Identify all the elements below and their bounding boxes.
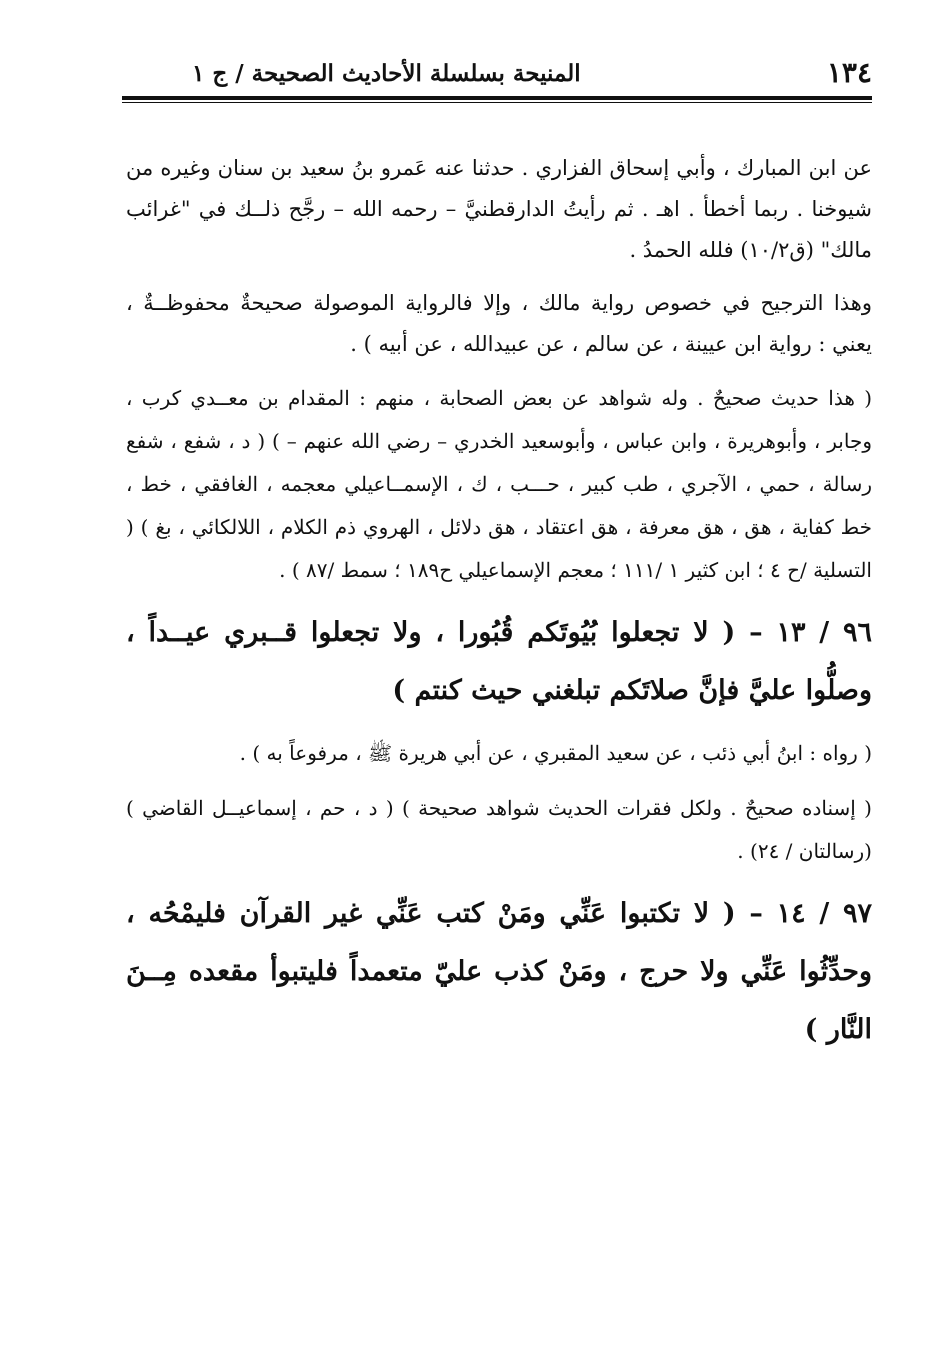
page-body xyxy=(126,148,872,1071)
grading-paragraph: ( إسناده صحيحٌ . ولكل فقرات الحديث شواهد صحيحة ) ( د ، حم ، إسماعيــل القاضي ) (رسالتان / ٢٤) . xyxy=(126,796,872,863)
header-rule-thick xyxy=(122,96,872,100)
hadith-text: ٩٦ / ١٣ – ( لا تجعلوا بُيُوتَكم قُبُورا ، ولا تجعلوا قــبري عيــداً ، وصلُّوا عليَّ فإنَّ صلاتَكم تبلغني حيث كنتم ) xyxy=(126,617,872,706)
running-title: المنيحة بسلسلة الأحاديث الصحيحة / ج ١ xyxy=(192,60,581,87)
paragraph: وهذا الترجيح في خصوص رواية مالك ، وإلا فالرواية الموصولة صحيحةٌ محفوظــةٌ ، يعني : رواية ابن عيينة ، عن سالم ، عن عبيدالله ، عن أبيه ) . xyxy=(126,291,872,356)
page-number: ١٣٤ xyxy=(826,56,872,89)
citation-paragraph: ( هذا حديث صحيحٌ . وله شواهد عن بعض الصحابة ، منهم : المقدام بن معــدي كرب ، وجابر ، وأبوهريرة ، وابن عباس ، وأبوسعيد الخدري – رضي الله عنهم – ) ( د ، شفع ، شفع رسالة ، حمي ، الآجري ، طب كبير ، حـــب ، ك ، الإسمــاعيلي معجمه ، الغافقي ، خط ، خط كفاية ، هق ، هق معرفة ، هق اعتقاد ، هق دلائل ، الهروي ذم الكلام ، اللالكائي ، بغ ) ( التسلية /ح ٤ ؛ ابن كثير ١ /١١١ ؛ معجم الإسماعيلي ح١٨٩ ؛ سمط /٨٧ ) . xyxy=(126,386,872,582)
page-header xyxy=(122,50,872,96)
paragraph: عن ابن المبارك ، وأبي إسحاق الفزاري . حدثنا عنه عَمرو بنُ سعيد بن سنان وغيره من شيوخنا . ربما أخطأ . اهـ . ثم رأيتُ الدارقطنيَّ – رحمه الله – رجَّح ذلــك في "غرائب مالك" (ق١٠/٢) فلله الحمدُ . xyxy=(126,156,872,262)
hadith-text: ٩٧ / ١٤ – ( لا تكتبوا عَنِّي ومَنْ كتب عَنِّي غير القرآن فليمْحُه ، وحدِّثُوا عَنِّي ولا حرج ، ومَنْ كذب عليّ متعمداً فليتبوأ مقعده مِــنَ النَّار ) xyxy=(126,898,873,1045)
narration-paragraph: ( رواه : ابنُ أبي ذئب ، عن سعيد المقبري ، عن أبي هريرة ﷺ ، مرفوعاً به ) . xyxy=(239,741,872,765)
header-rule-thin xyxy=(122,102,872,103)
